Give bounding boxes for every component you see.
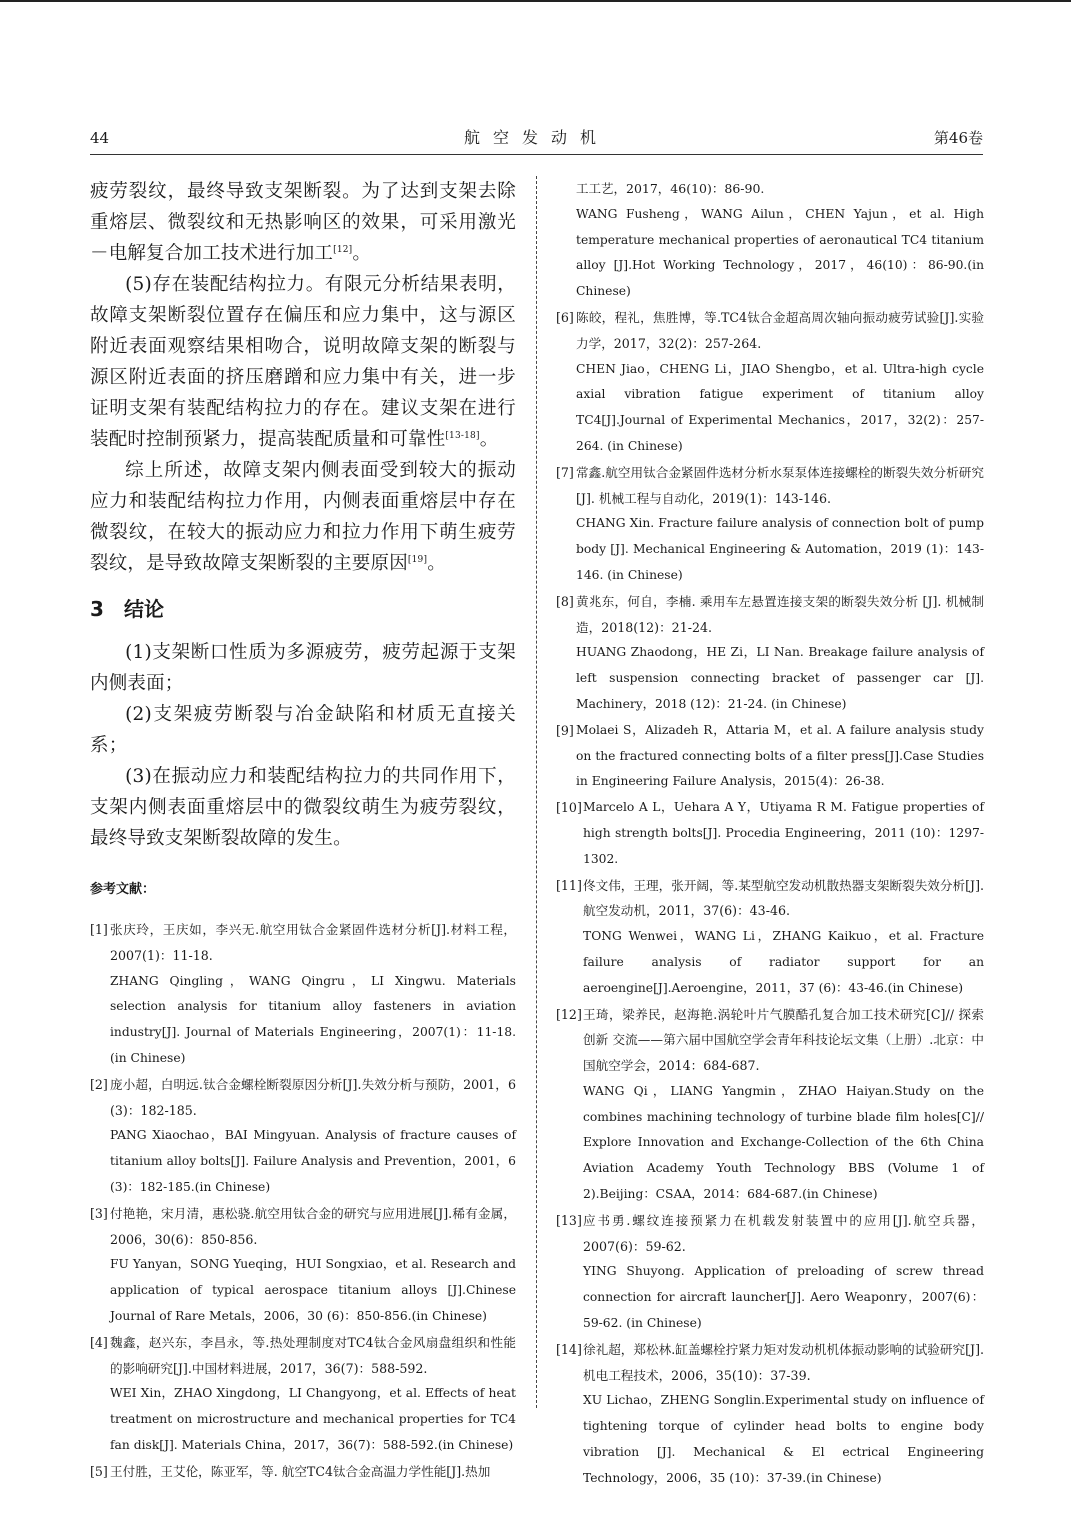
reference-english: ZHANG Qingling，WANG Qingru，LI Xingwu. Materials selection analysis for titanium alloy fasteners in aviation industry[J]. Journal of Materials Engineering，2007(1)：11-18.(in Chinese) [110, 973, 516, 1065]
reference-chinese: 陈皎，程礼，焦胜博，等.TC4钛合金超高周次轴向振动疲劳试验[J].实验力学，2017，32(2)：257-264. [576, 309, 984, 351]
ref-en: WANG Fusheng，WANG Ailun，CHEN Yajun，et al. High temperature mechanical properties of aeronautical TC4 titanium alloy [J].Hot Working Technology，2017，46(10)：86-90.(in Chinese) [576, 206, 984, 299]
reference-chinese: 应书勇.螺纹连接预紧力在机载发射装置中的应用[J].航空兵器，2007(6)：59-62. [583, 1212, 984, 1254]
reference-item [90, 1072, 516, 1201]
reference-number: [2] [90, 1076, 108, 1092]
header-rule [90, 154, 983, 155]
conclusion-2: (2)支架疲劳断裂与冶金缺陷和材质无直接关系； [90, 704, 516, 756]
reference-chinese: 庞小超，白明远.钛合金螺栓断裂原因分析[J].失效分析与预防，2001，6 (3)：182-185. [110, 1076, 516, 1118]
section-heading [90, 589, 516, 629]
reference-chinese: 常鑫.航空用钛合金紧固件选材分析水泵泵体连接螺栓的断裂失效分析研究[J]. 机械工程与自动化，2019(1)：143-146. [576, 464, 984, 506]
volume-label: 第46卷 [933, 129, 983, 147]
reference-english: CHANG Xin. Fracture failure analysis of connection bolt of pump body [J]. Mechanical Engineering & Automation，2019 (1)：143-146. (in Chinese) [576, 516, 984, 582]
reference-chinese: 张庆玲，王庆如，李兴无.航空用钛合金紧固件选材分析[J].材料工程，2007(1)：11-18. [110, 922, 516, 963]
reference-english: XU Lichao，ZHENG Songlin.Experimental study on influence of tightening torque of cylinder head bolts to engine body vibration [J]. Mechanical & El ectrical Engineering Technology，2006，35 (10)：37-39.(in Chinese) [583, 1393, 984, 1485]
reference-item [556, 460, 984, 589]
paragraph-1: 疲劳裂纹，最终导致支架断裂。为了达到支架去除重熔层、微裂纹和无热影响区的效果，可采用激光－电解复合加工技术进行加工[12]。 [90, 181, 516, 264]
reference-item [90, 1201, 516, 1330]
reference-item [556, 589, 984, 718]
reference-chinese: 魏鑫，赵兴东，李昌永，等.热处理制度对TC4钛合金风扇盘组织和性能的影响研究[J].中国材料进展，2017，36(7)：588-592. [110, 1334, 516, 1376]
body-text [90, 176, 516, 854]
section-number: 3 [90, 597, 104, 621]
reference-english: YING Shuyong. Application of preloading of screw thread connection for aircraft launcher[J]. Aero Weaponry，2007(6)：59-62. (in Chinese) [583, 1264, 984, 1331]
reference-english: FU Yanyan，SONG Yueqing，HUI Songxiao，et al. Research and application of typical aerospace titanium alloys [J].Chinese Journal of Rare Metals，2006，30 (6)：850-856.(in Chinese) [110, 1257, 516, 1323]
reference-item [556, 305, 984, 460]
reference-chinese: 徐礼超，郑松林.缸盖螺栓拧紧力矩对发动机机体振动影响的试验研究[J].机电工程技术，2006，35(10)：37-39. [583, 1341, 984, 1383]
references-list-left [90, 917, 516, 1485]
reference-item [556, 1337, 984, 1492]
citation: [19] [407, 554, 428, 565]
reference-item [90, 1330, 516, 1459]
reference-chinese: 王琦，梁养民，赵海艳.涡轮叶片气膜酷孔复合加工技术研究[C]// 探索 创新 交流——第六届中国航空学会青年科技论坛文集（上册）.北京：中国航空学会，2014：684-687. [583, 1006, 984, 1074]
reference-chinese: 王付胜，王艾伦，陈亚军，等. 航空TC4钛合金高温力学性能[J].热加 [110, 1463, 491, 1479]
conclusion-3: (3)在振动应力和装配结构拉力的共同作用下，支架内侧表面重熔层中的微裂纹萌生为疲劳裂纹，最终导致支架断裂故障的发生。 [90, 766, 516, 849]
reference-item [90, 917, 516, 1072]
conclusion-1: (1)支架断口性质为多源疲劳，疲劳起源于支架内侧表面； [90, 642, 516, 694]
reference-number: [12] [556, 1006, 582, 1022]
reference-chinese: 黄兆东，何自，李楠. 乘用车左悬置连接支架的断裂失效分析 [J]. 机械制造，2018(12)：21-24. [576, 593, 984, 635]
reference-number: [9] [556, 722, 574, 738]
references-title: 参考文献： [90, 882, 156, 897]
left-column [90, 176, 516, 1485]
reference-chinese: 付艳艳，宋月清，惠松骁.航空用钛合金的研究与应用进展[J].稀有金属，2006，30(6)：850-856. [110, 1205, 516, 1247]
page-number: 44 [90, 129, 110, 147]
references-list-right [556, 305, 984, 1492]
reference-chinese: 佟文伟，王理，张开阔，等.某型航空发动机散热器支架断裂失效分析[J].航空发动机，2011，37(6)：43-46. [583, 877, 984, 919]
page-header [90, 126, 983, 150]
reference-item [556, 873, 984, 1002]
reference-number: [7] [556, 464, 574, 480]
reference-english: WEI Xin，ZHAO Xingdong，LI Changyong，et al. Effects of heat treatment on microstructure and mechanical properties for TC4 fan disk[J]. Materials China，2017，36(7)：588-592.(in Chinese) [110, 1386, 516, 1452]
reference-number: [13] [556, 1212, 582, 1228]
reference-number: [6] [556, 309, 574, 325]
reference-item [90, 1459, 516, 1485]
reference-english: CHEN Jiao，CHENG Li，JIAO Shengbo，et al. Ultra-high cycle axial vibration fatigue experiment of titanium alloy TC4[J].Journal of Experimental Mechanics，2017，32(2)：257-264. (in Chinese) [576, 361, 984, 453]
reference-english: HUANG Zhaodong，HE Zi，LI Nan. Breakage failure analysis of left suspension connecting bracket of passenger car [J]. Machinery，2018 (12)：21-24. (in Chinese) [576, 645, 984, 711]
paragraph-2: (5)存在装配结构拉力。有限元分析结果表明，故障支架断裂位置存在偏压和应力集中，这与源区附近表面观察结果相吻合，说明故障支架的断裂与源区附近表面的挤压磨蹭和应力集中有关，进一步证明支架有装配结构拉力的存在。建议支架在进行装配时控制预紧力，提高装配质量和可靠性[13-18]。 [90, 274, 516, 450]
reference-5-continued [556, 176, 984, 305]
reference-english: WANG Qi，LIANG Yangmin，ZHAO Haiyan.Study on the combines machining technology of turbine blade film holes[C]// Explore Innovation and Exchange-Collection of the 6th China Aviation Academy Youth Technology BBS (Volume 1 of 2).Beijing：CSAA，2014：684-687.(in Chinese) [583, 1083, 984, 1202]
journal-title: 航空发动机 [463, 128, 609, 147]
reference-english: Molaei S，Alizadeh R，Attaria M，et al. A failure analysis study on the fractured connecting bolts of a filter press[J].Case Studies in Engineering Failure Analysis，2015(4)：26-38. [576, 722, 984, 789]
citation: [12] [333, 244, 353, 255]
reference-number: [10] [556, 800, 582, 816]
reference-number: [4] [90, 1334, 108, 1350]
reference-item [556, 1208, 984, 1337]
top-border [0, 0, 1071, 2]
reference-item [556, 718, 984, 795]
reference-item [556, 795, 984, 872]
ref-zh: 工工艺，2017，46(10)：86-90. [576, 181, 765, 196]
reference-number: [11] [556, 877, 582, 893]
right-column [556, 176, 984, 1492]
reference-english: Marcelo A L，Uehara A Y，Utiyama R M. Fatigue properties of high strength bolts[J]. Procedia Engineering，2011 (10)：1297-1302. [583, 800, 984, 866]
reference-item [556, 1002, 984, 1208]
reference-number: [3] [90, 1205, 108, 1221]
citation: [13-18] [445, 430, 480, 441]
column-divider [536, 176, 537, 1408]
section-title: 结论 [124, 597, 164, 621]
paragraph-3: 综上所述，故障支架内侧表面受到较大的振动应力和装配结构拉力作用，内侧表面重熔层中存在微裂纹，在较大的振动应力和拉力作用下萌生疲劳裂纹，是导致故障支架断裂的主要原因[19]。 [90, 460, 516, 574]
reference-number: [5] [90, 1463, 108, 1479]
reference-number: [14] [556, 1341, 582, 1357]
reference-english: TONG Wenwei，WANG Li，ZHANG Kaikuo，et al. Fracture failure analysis of radiator support for an aeroengine[J].Aeroengine，2011，37 (6)：43-46.(in Chinese) [583, 929, 984, 995]
reference-number: [8] [556, 593, 574, 609]
reference-number: [1] [90, 922, 108, 937]
reference-english: PANG Xiaochao，BAI Mingyuan. Analysis of fracture causes of titanium alloy bolts[J]. Failure Analysis and Prevention，2001，6 (3)：182-185.(in Chinese) [110, 1128, 516, 1194]
